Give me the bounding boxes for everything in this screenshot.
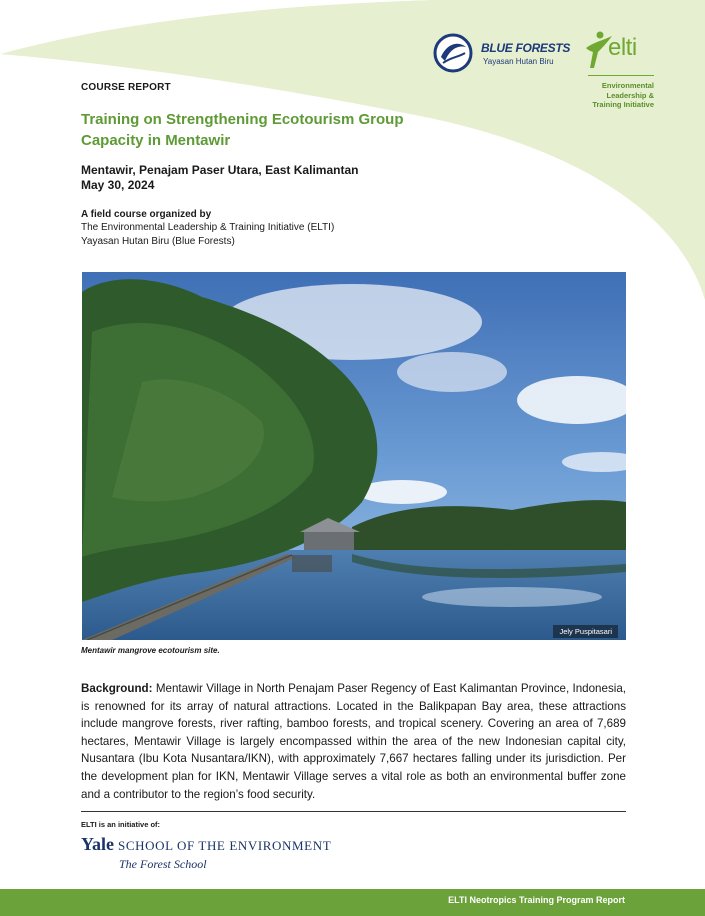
background-paragraph — [81, 680, 626, 803]
background-text: Mentawir Village in North Penajam Paser Regency of East Kalimantan Province, Indonesia, is renowned for its array of natural attractions. Located in the Balikpapan Bay area, these attractions include mangrove forests, river rafting, bamboo forests, and tropical scenery. Covering an area of 7,689 hectares, Mentawir Village is largely encompassed within the area of the new Indonesian capital city, Nusantara (Ibu Kota Nusantara/IKN), with approximately 7,667 hectares falling under its jurisdiction. Per the development plan for IKN, Mentawir Village serves a vital role as both an environmental buffer zone and a contributor to the region’s food security. — [81, 682, 626, 801]
elti-logo — [584, 30, 664, 114]
background-label: Background: — [81, 682, 153, 695]
blue-forests-name: BLUE FORESTS — [481, 41, 571, 55]
mangrove-scene-illustration — [82, 272, 626, 640]
mangrove-photo — [82, 272, 626, 640]
footer-bar — [0, 889, 705, 916]
organizer-blue-forests: Yayasan Hutan Biru (Blue Forests) — [81, 236, 235, 247]
footer-bar-text: ELTI Neotropics Training Program Report — [448, 895, 625, 905]
yale-school-name: SCHOOL OF THE ENVIRONMENT — [118, 838, 332, 853]
blue-forests-emblem-icon — [433, 33, 473, 73]
yale-subtitle: The Forest School — [119, 857, 207, 871]
yale-wordmark: Yale — [81, 834, 114, 854]
organizer-elti: The Environmental Leadership & Training Initiative (ELTI) — [81, 222, 335, 233]
elti-tagline-line: Leadership & — [606, 90, 654, 100]
elti-tagline-line: Environmental — [601, 81, 654, 90]
elti-divider — [588, 75, 654, 76]
organizers-intro: A field course organized by — [81, 209, 212, 220]
footer-divider — [81, 811, 626, 812]
yale-logo — [81, 834, 331, 855]
photo-caption: Mentawir mangrove ecotourism site. — [81, 646, 220, 655]
elti-tagline — [584, 81, 654, 110]
course-date: May 30, 2024 — [81, 178, 155, 192]
report-title: Training on Strengthening Ecotourism Group Capacity in Mentawir — [81, 111, 404, 149]
course-location: Mentawir, Penajam Paser Utara, East Kalimantan — [81, 163, 359, 177]
elti-wordmark: elti — [608, 34, 637, 61]
photo-credit: Jely Puspitasari — [553, 625, 618, 638]
initiative-label: ELTI is an initiative of: — [81, 820, 161, 829]
course-report-label: COURSE REPORT — [81, 82, 171, 93]
elti-tagline-line: Training Initiative — [592, 100, 654, 109]
blue-forests-subtitle: Yayasan Hutan Biru — [483, 57, 554, 66]
blue-forests-logo — [433, 33, 571, 77]
